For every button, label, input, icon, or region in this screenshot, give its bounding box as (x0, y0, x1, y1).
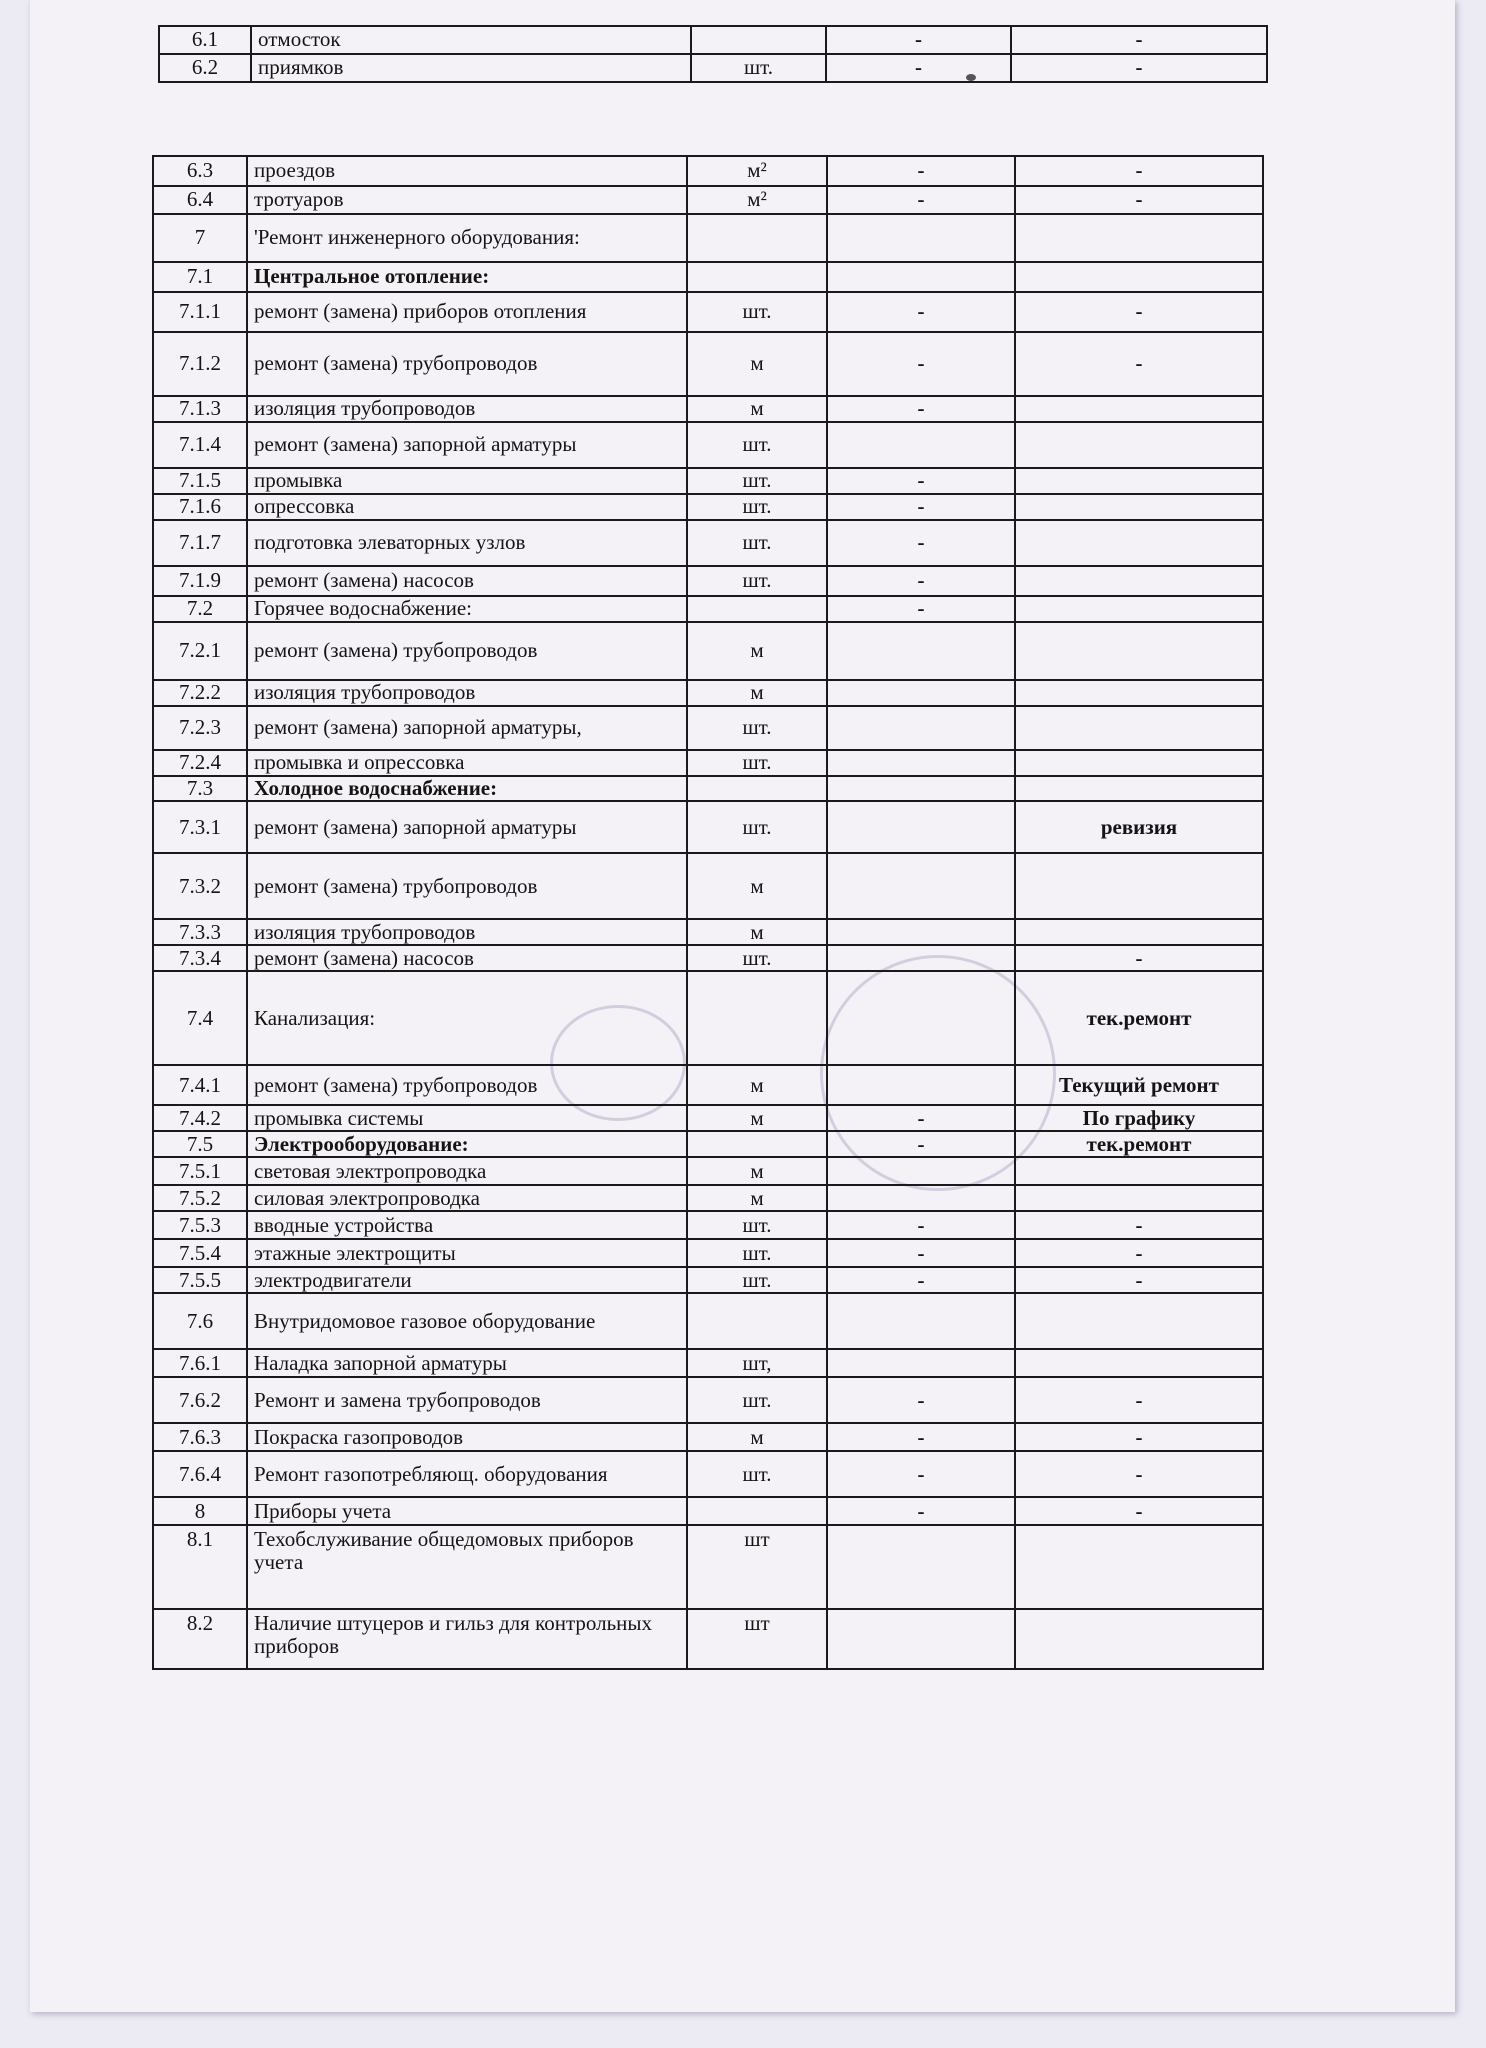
table-row (153, 494, 1263, 520)
item-value-1 (827, 680, 1015, 706)
table-row (153, 520, 1263, 566)
item-number: 7.6 (153, 1293, 247, 1349)
item-unit: м² (687, 186, 827, 214)
item-name: Холодное водоснабжение: (247, 776, 687, 801)
item-value-1 (827, 945, 1015, 971)
item-number: 7 (153, 214, 247, 262)
item-name: силовая электропроводка (247, 1185, 687, 1211)
item-name: изоляция трубопроводов (247, 680, 687, 706)
item-name: ремонт (замена) трубопроводов (247, 853, 687, 919)
item-unit (687, 1131, 827, 1157)
item-value-1: - (827, 186, 1015, 214)
table-row (153, 776, 1263, 801)
item-value-1 (827, 706, 1015, 750)
item-value-1 (827, 1349, 1015, 1377)
item-unit: шт. (687, 750, 827, 776)
item-unit (687, 1497, 827, 1525)
item-value-2: - (1015, 1377, 1263, 1423)
item-value-1 (827, 801, 1015, 853)
item-number: 6.4 (153, 186, 247, 214)
item-value-2 (1015, 680, 1263, 706)
table-row (153, 1211, 1263, 1239)
item-number: 7.1.2 (153, 332, 247, 396)
item-number: 8 (153, 1497, 247, 1525)
item-unit (687, 776, 827, 801)
item-unit: шт (687, 1609, 827, 1669)
item-value-2 (1015, 1349, 1263, 1377)
table-row (153, 1451, 1263, 1497)
item-value-1: - (827, 396, 1015, 422)
item-unit: м (687, 853, 827, 919)
item-unit: шт. (687, 1211, 827, 1239)
item-value-2 (1015, 919, 1263, 945)
item-name: Канализация: (247, 971, 687, 1065)
item-value-1 (827, 1157, 1015, 1185)
item-value-2: тек.ремонт (1015, 1131, 1263, 1157)
item-unit (687, 262, 827, 292)
table-row (153, 292, 1263, 332)
item-name: 'Ремонт инженерного оборудования: (247, 214, 687, 262)
item-value-1: - (827, 596, 1015, 622)
item-number: 7.6.2 (153, 1377, 247, 1423)
item-unit: м (687, 1423, 827, 1451)
item-value-2 (1015, 1293, 1263, 1349)
item-name: промывка и опрессовка (247, 750, 687, 776)
item-number: 7.1.5 (153, 468, 247, 494)
item-number: 8.2 (153, 1609, 247, 1669)
item-unit: шт. (687, 520, 827, 566)
item-value-1 (827, 1185, 1015, 1211)
table-row (153, 1157, 1263, 1185)
item-unit (691, 26, 826, 54)
item-name: ремонт (замена) трубопроводов (247, 1065, 687, 1105)
item-name: Ремонт и замена трубопроводов (247, 1377, 687, 1423)
item-value-2: ревизия (1015, 801, 1263, 853)
item-value-1 (827, 622, 1015, 680)
item-value-1: - (827, 494, 1015, 520)
item-number: 7.6.3 (153, 1423, 247, 1451)
item-number: 7.3.2 (153, 853, 247, 919)
item-name: ремонт (замена) трубопроводов (247, 622, 687, 680)
item-name: опрессовка (247, 494, 687, 520)
item-unit: м (687, 1105, 827, 1131)
item-number: 7.6.1 (153, 1349, 247, 1377)
table-row (153, 214, 1263, 262)
item-unit: шт. (687, 1267, 827, 1293)
table-top (158, 25, 1268, 83)
item-number: 7.2.1 (153, 622, 247, 680)
item-value-2 (1015, 853, 1263, 919)
item-value-1 (827, 853, 1015, 919)
table-row (153, 468, 1263, 494)
item-value-2: тек.ремонт (1015, 971, 1263, 1065)
item-unit: шт. (687, 566, 827, 596)
item-name: изоляция трубопроводов (247, 396, 687, 422)
table-row (153, 1239, 1263, 1267)
item-number: 7.5 (153, 1131, 247, 1157)
item-name: электродвигатели (247, 1267, 687, 1293)
item-name: Центральное отопление: (247, 262, 687, 292)
table-row (159, 26, 1267, 54)
item-number: 7.3.3 (153, 919, 247, 945)
item-value-1 (827, 214, 1015, 262)
item-unit: шт (687, 1525, 827, 1609)
item-value-2 (1015, 1185, 1263, 1211)
item-number: 7.4.1 (153, 1065, 247, 1105)
item-value-2 (1015, 396, 1263, 422)
item-value-2 (1015, 596, 1263, 622)
item-value-2 (1015, 622, 1263, 680)
item-unit: м (687, 1065, 827, 1105)
item-name: тротуаров (247, 186, 687, 214)
table-row (153, 1423, 1263, 1451)
item-value-2: - (1015, 1497, 1263, 1525)
item-unit: шт. (687, 494, 827, 520)
item-value-1: - (827, 1377, 1015, 1423)
item-number: 7.3.1 (153, 801, 247, 853)
item-name: Горячее водоснабжение: (247, 596, 687, 622)
item-name: ремонт (замена) запорной арматуры (247, 801, 687, 853)
table-row (153, 1377, 1263, 1423)
item-name: приямков (251, 54, 691, 82)
item-value-2: - (1015, 1423, 1263, 1451)
item-value-1 (827, 776, 1015, 801)
item-unit: шт. (687, 468, 827, 494)
item-value-1: - (826, 54, 1011, 82)
table-row (153, 566, 1263, 596)
table-row (153, 801, 1263, 853)
item-unit: шт. (691, 54, 826, 82)
item-unit: м² (687, 156, 827, 186)
item-value-1: - (827, 332, 1015, 396)
item-unit: шт. (687, 1239, 827, 1267)
table-row (153, 186, 1263, 214)
table-row (159, 54, 1267, 82)
table-row (153, 332, 1263, 396)
item-number: 7.4.2 (153, 1105, 247, 1131)
item-number: 7.5.1 (153, 1157, 247, 1185)
item-value-2: - (1015, 292, 1263, 332)
item-value-2 (1015, 706, 1263, 750)
item-unit: м (687, 332, 827, 396)
table-row (153, 853, 1263, 919)
item-name: ремонт (замена) трубопроводов (247, 332, 687, 396)
item-unit: м (687, 919, 827, 945)
item-value-1: - (827, 1131, 1015, 1157)
item-name: световая электропроводка (247, 1157, 687, 1185)
item-number: 7.2.4 (153, 750, 247, 776)
item-number: 6.1 (159, 26, 251, 54)
item-name: Приборы учета (247, 1497, 687, 1525)
item-number: 7.2.2 (153, 680, 247, 706)
item-number: 7.5.4 (153, 1239, 247, 1267)
item-value-2: Текущий ремонт (1015, 1065, 1263, 1105)
item-unit: м (687, 396, 827, 422)
table-row (153, 596, 1263, 622)
item-value-1 (827, 1293, 1015, 1349)
item-value-1: - (827, 468, 1015, 494)
item-value-1: - (827, 156, 1015, 186)
item-name: Наличие штуцеров и гильз для контрольных приборов (247, 1609, 687, 1669)
item-number: 7.5.2 (153, 1185, 247, 1211)
item-value-2 (1015, 1525, 1263, 1609)
item-value-2 (1015, 494, 1263, 520)
item-name: ремонт (замена) запорной арматуры, (247, 706, 687, 750)
item-number: 7.1.4 (153, 422, 247, 468)
item-number: 7.1.6 (153, 494, 247, 520)
item-value-2: - (1011, 26, 1267, 54)
item-value-1: - (827, 1267, 1015, 1293)
item-unit: шт. (687, 801, 827, 853)
item-name: Техобслуживание общедомовых приборов учета (247, 1525, 687, 1609)
table-row (153, 156, 1263, 186)
item-number: 7.2 (153, 596, 247, 622)
item-number: 7.5.3 (153, 1211, 247, 1239)
item-name: проездов (247, 156, 687, 186)
item-value-1: - (826, 26, 1011, 54)
item-name: этажные электрощиты (247, 1239, 687, 1267)
item-value-1 (827, 1525, 1015, 1609)
item-value-2: - (1015, 156, 1263, 186)
item-number: 7.2.3 (153, 706, 247, 750)
item-value-2 (1015, 214, 1263, 262)
table-main (152, 155, 1264, 1670)
item-value-1 (827, 1609, 1015, 1669)
item-unit: шт. (687, 706, 827, 750)
item-number: 6.3 (153, 156, 247, 186)
item-value-2: - (1015, 945, 1263, 971)
item-value-1: - (827, 1239, 1015, 1267)
table-row (153, 919, 1263, 945)
item-number: 7.4 (153, 971, 247, 1065)
item-value-2 (1015, 520, 1263, 566)
item-value-2 (1015, 1157, 1263, 1185)
item-name: ремонт (замена) запорной арматуры (247, 422, 687, 468)
item-unit (687, 1293, 827, 1349)
item-value-1 (827, 750, 1015, 776)
item-unit: шт. (687, 292, 827, 332)
item-name: промывка (247, 468, 687, 494)
item-value-1: - (827, 292, 1015, 332)
item-unit: м (687, 1157, 827, 1185)
table-row (153, 422, 1263, 468)
table-row (153, 750, 1263, 776)
item-unit: м (687, 622, 827, 680)
item-number: 7.1.1 (153, 292, 247, 332)
item-name: Ремонт газопотребляющ. оборудования (247, 1451, 687, 1497)
item-number: 7.3 (153, 776, 247, 801)
table-row (153, 396, 1263, 422)
item-value-2: - (1015, 1239, 1263, 1267)
item-unit: шт. (687, 945, 827, 971)
item-unit: шт. (687, 1451, 827, 1497)
item-number: 7.1 (153, 262, 247, 292)
item-value-2: - (1011, 54, 1267, 82)
item-number: 6.2 (159, 54, 251, 82)
item-number: 8.1 (153, 1525, 247, 1609)
item-value-2 (1015, 1609, 1263, 1669)
item-number: 7.1.9 (153, 566, 247, 596)
item-number: 7.6.4 (153, 1451, 247, 1497)
item-value-2: - (1015, 1451, 1263, 1497)
item-value-2: - (1015, 186, 1263, 214)
table-row (153, 1293, 1263, 1349)
item-value-2 (1015, 468, 1263, 494)
item-unit (687, 971, 827, 1065)
item-value-1: - (827, 1423, 1015, 1451)
item-unit: шт. (687, 1377, 827, 1423)
item-name: Наладка запорной арматуры (247, 1349, 687, 1377)
item-value-2: - (1015, 1211, 1263, 1239)
item-value-2 (1015, 262, 1263, 292)
item-value-2 (1015, 566, 1263, 596)
item-number: 7.3.4 (153, 945, 247, 971)
item-value-2: - (1015, 1267, 1263, 1293)
item-value-1 (827, 262, 1015, 292)
item-value-2: По графику (1015, 1105, 1263, 1131)
item-value-1: - (827, 566, 1015, 596)
table-row (153, 1105, 1263, 1131)
item-name: Электрооборудование: (247, 1131, 687, 1157)
item-number: 7.1.7 (153, 520, 247, 566)
item-value-1 (827, 971, 1015, 1065)
item-name: изоляция трубопроводов (247, 919, 687, 945)
item-name: ремонт (замена) насосов (247, 566, 687, 596)
item-number: 7.5.5 (153, 1267, 247, 1293)
table-row (153, 706, 1263, 750)
item-unit: м (687, 680, 827, 706)
item-unit: шт. (687, 422, 827, 468)
table-row (153, 1131, 1263, 1157)
item-unit (687, 214, 827, 262)
table-row (153, 1497, 1263, 1525)
item-value-1 (827, 1065, 1015, 1105)
table-row (153, 680, 1263, 706)
item-value-1: - (827, 1497, 1015, 1525)
item-value-1: - (827, 1105, 1015, 1131)
table-row (153, 971, 1263, 1065)
item-value-1 (827, 422, 1015, 468)
item-name: вводные устройства (247, 1211, 687, 1239)
table-row (153, 1185, 1263, 1211)
item-value-1: - (827, 1451, 1015, 1497)
item-name: ремонт (замена) насосов (247, 945, 687, 971)
item-value-2 (1015, 750, 1263, 776)
table-row (153, 1609, 1263, 1669)
item-number: 7.1.3 (153, 396, 247, 422)
item-unit (687, 596, 827, 622)
item-value-2 (1015, 422, 1263, 468)
item-name: промывка системы (247, 1105, 687, 1131)
item-name: подготовка элеваторных узлов (247, 520, 687, 566)
item-unit: м (687, 1185, 827, 1211)
item-value-2: - (1015, 332, 1263, 396)
table-row (153, 945, 1263, 971)
item-value-1 (827, 919, 1015, 945)
item-value-2 (1015, 776, 1263, 801)
item-value-1: - (827, 1211, 1015, 1239)
item-name: отмосток (251, 26, 691, 54)
table-row (153, 1267, 1263, 1293)
table-row (153, 1065, 1263, 1105)
table-row (153, 1349, 1263, 1377)
table-row (153, 262, 1263, 292)
item-unit: шт, (687, 1349, 827, 1377)
item-name: Покраска газопроводов (247, 1423, 687, 1451)
item-name: Внутридомовое газовое оборудование (247, 1293, 687, 1349)
table-row (153, 1525, 1263, 1609)
item-value-1: - (827, 520, 1015, 566)
table-row (153, 622, 1263, 680)
item-name: ремонт (замена) приборов отопления (247, 292, 687, 332)
